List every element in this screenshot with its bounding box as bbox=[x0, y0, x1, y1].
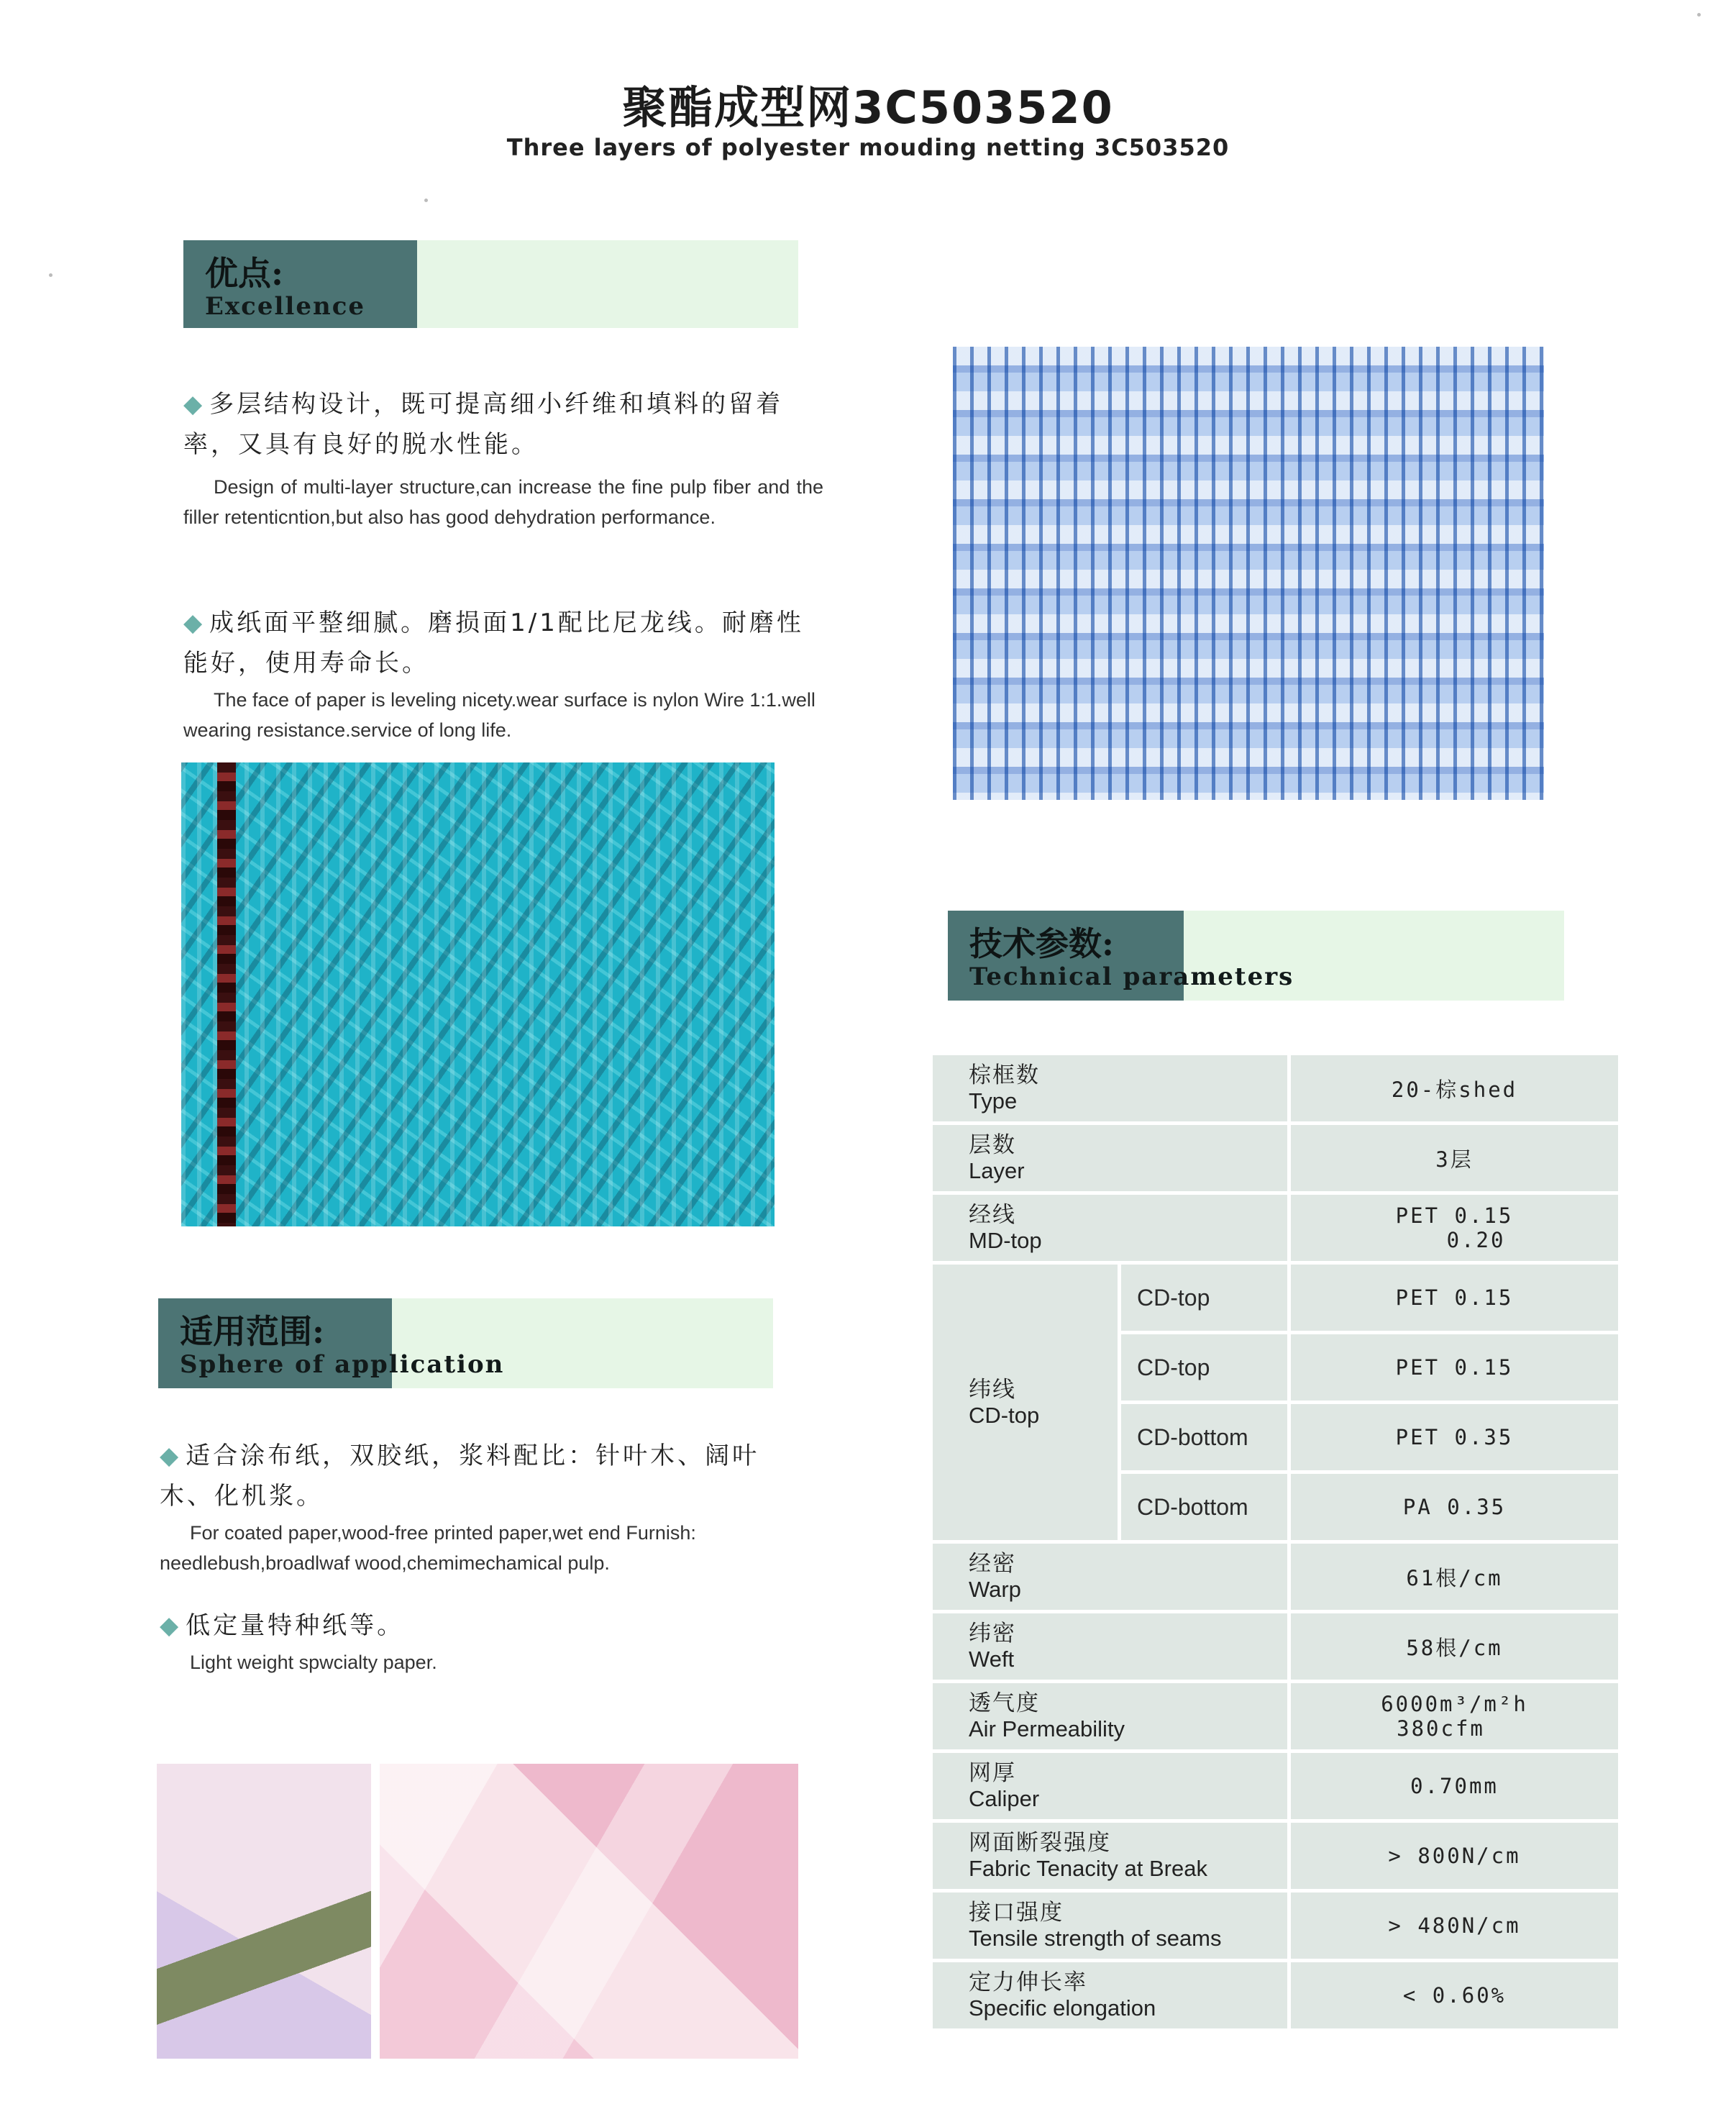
sub-label-cd-1: CD-top bbox=[1120, 1263, 1289, 1333]
excellence-point-1-en: Design of multi-layer structure,can increase the fine pulp fiber and the filler retenticntion,but also has good dehydration performance. bbox=[183, 476, 823, 528]
excellence-header-en: Excellence bbox=[205, 292, 366, 321]
excellence-header-cn: 优点: bbox=[205, 254, 283, 293]
table-row bbox=[931, 1542, 1620, 1612]
application-header bbox=[158, 1298, 773, 1388]
param-layer: 层数 Layer bbox=[931, 1124, 1289, 1193]
paper-sample-image-1 bbox=[157, 1764, 371, 2059]
table-row bbox=[931, 1612, 1620, 1682]
value-layer: 3层 bbox=[1289, 1124, 1620, 1193]
value-air-permeability: 6000m³/m²h 380cfm bbox=[1289, 1682, 1620, 1752]
value-seam-strength: > 480N/cm bbox=[1289, 1891, 1620, 1961]
scan-speck bbox=[1697, 13, 1701, 17]
table-row bbox=[931, 1193, 1620, 1263]
value-cd-4: PA 0.35 bbox=[1289, 1472, 1620, 1542]
application-point-1-en: For coated paper,wood-free printed paper,wet end Furnish: needlebush,broadlwaf wood,chemimechamical pulp. bbox=[160, 1522, 696, 1574]
value-cd-2: PET 0.15 bbox=[1289, 1333, 1620, 1403]
diamond-bullet-icon: ◆ bbox=[183, 609, 206, 637]
param-caliper: 网厚 Caliper bbox=[931, 1752, 1289, 1821]
value-md-top: PET 0.15 0.20 bbox=[1289, 1193, 1620, 1263]
fabric-sample-blue-image bbox=[953, 347, 1544, 800]
scan-speck bbox=[424, 199, 428, 202]
param-type: 棕框数 Type bbox=[931, 1054, 1289, 1124]
technical-header-cn: 技术参数: bbox=[969, 924, 1114, 963]
application-header-en: Sphere of application bbox=[180, 1350, 505, 1379]
value-cd-3: PET 0.35 bbox=[1289, 1403, 1620, 1472]
page-subtitle: Three layers of polyester mouding netting 3C503520 bbox=[506, 134, 1230, 161]
table-row bbox=[931, 1054, 1620, 1124]
application-header-cn: 适用范围: bbox=[180, 1312, 324, 1351]
fabric-sample-teal-image bbox=[181, 762, 775, 1226]
excellence-header bbox=[183, 240, 798, 328]
value-warp: 61根/cm bbox=[1289, 1542, 1620, 1612]
value-specific-elongation: < 0.60% bbox=[1289, 1961, 1620, 2031]
table-row bbox=[931, 1891, 1620, 1961]
excellence-point-2-cn: 成纸面平整细腻。磨损面1/1配比尼龙线。耐磨性能好，使用寿命长。 bbox=[183, 609, 804, 678]
param-specific-elongation: 定力伸长率 Specific elongation bbox=[931, 1961, 1289, 2031]
value-type: 20-棕shed bbox=[1289, 1054, 1620, 1124]
value-weft: 58根/cm bbox=[1289, 1612, 1620, 1682]
diamond-bullet-icon: ◆ bbox=[160, 1611, 182, 1640]
table-row bbox=[931, 1821, 1620, 1891]
excellence-point-2-en: The face of paper is leveling nicety.wear surface is nylon Wire 1:1.well wearing resistance.service of long life. bbox=[183, 689, 816, 741]
sub-label-cd-3: CD-bottom bbox=[1120, 1403, 1289, 1472]
value-fabric-tenacity: > 800N/cm bbox=[1289, 1821, 1620, 1891]
technical-parameters-table bbox=[929, 1052, 1622, 2032]
sub-label-cd-2: CD-top bbox=[1120, 1333, 1289, 1403]
application-point-2 bbox=[160, 1606, 792, 1677]
value-cd-1: PET 0.15 bbox=[1289, 1263, 1620, 1333]
diamond-bullet-icon: ◆ bbox=[160, 1441, 182, 1470]
value-caliper: 0.70mm bbox=[1289, 1752, 1620, 1821]
paper-sample-image-2 bbox=[380, 1764, 798, 2059]
param-air-permeability: 透气度 Air Permeability bbox=[931, 1682, 1289, 1752]
page-title: 聚酯成型网3C503520 bbox=[622, 81, 1114, 134]
application-point-1 bbox=[160, 1436, 792, 1578]
param-fabric-tenacity: 网面断裂强度 Fabric Tenacity at Break bbox=[931, 1821, 1289, 1891]
table-row bbox=[931, 1124, 1620, 1193]
param-md-top: 经线 MD-top bbox=[931, 1193, 1289, 1263]
excellence-point-2 bbox=[183, 603, 816, 745]
application-point-2-en: Light weight spwcialty paper. bbox=[190, 1652, 437, 1673]
application-point-2-cn: 低定量特种纸等。 bbox=[186, 1611, 405, 1640]
diamond-bullet-icon: ◆ bbox=[183, 390, 206, 419]
technical-header bbox=[948, 911, 1564, 1001]
fabric-seam bbox=[217, 762, 236, 1226]
table-row bbox=[931, 1961, 1620, 2031]
param-weft: 纬密 Weft bbox=[931, 1612, 1289, 1682]
technical-header-en: Technical parameters bbox=[969, 962, 1294, 991]
application-point-1-cn: 适合涂布纸，双胶纸，浆料配比：针叶木、阔叶木、化机浆。 bbox=[160, 1441, 760, 1511]
table-row bbox=[931, 1263, 1620, 1333]
param-cd-top: 纬线 CD-top bbox=[931, 1263, 1120, 1542]
table-row bbox=[931, 1752, 1620, 1821]
scan-speck bbox=[49, 273, 52, 277]
table-row bbox=[931, 1682, 1620, 1752]
param-seam-strength: 接口强度 Tensile strength of seams bbox=[931, 1891, 1289, 1961]
param-warp: 经密 Warp bbox=[931, 1542, 1289, 1612]
excellence-point-1-cn: 多层结构设计，既可提高细小纤维和填料的留着率，又具有良好的脱水性能。 bbox=[183, 390, 784, 459]
excellence-point-1 bbox=[183, 384, 823, 532]
sub-label-cd-4: CD-bottom bbox=[1120, 1472, 1289, 1542]
